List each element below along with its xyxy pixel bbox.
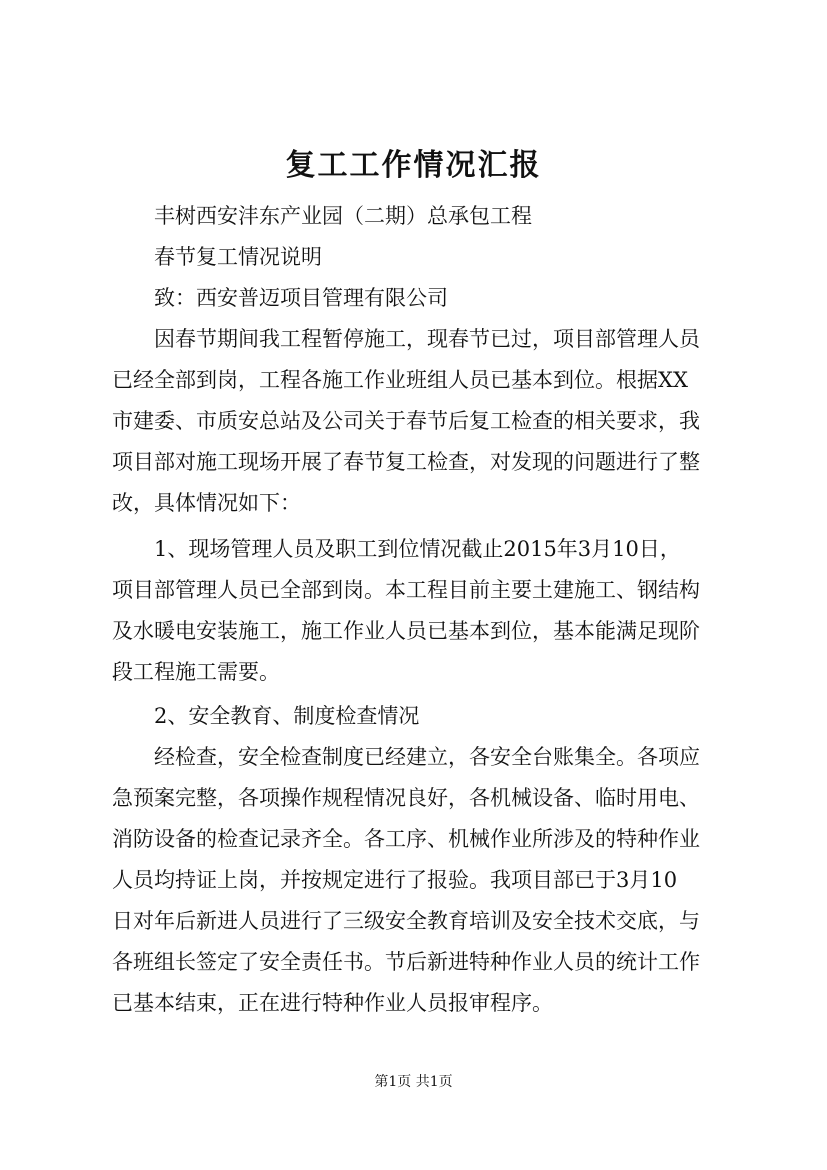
paragraph-line: 已经全部到岗，工程各施工作业班组人员已基本到位。根据XX	[112, 368, 688, 392]
paragraph-line: 项目部对施工现场开展了春节复工检查，对发现的问题进行了整	[112, 450, 700, 474]
project-name-line: 丰树西安沣东产业园（二期）总承包工程	[154, 204, 532, 228]
paragraph-line: 市建委、市质安总站及公司关于春节后复工检查的相关要求，我	[112, 409, 700, 433]
paragraph-line: 日对年后新进人员进行了三级安全教育培训及安全技术交底，与	[112, 909, 700, 933]
recipient-line: 致：西安普迈项目管理有限公司	[154, 286, 448, 310]
paragraph-line: 各班组长签定了安全责任书。节后新进特种作业人员的统计工作	[112, 950, 700, 974]
paragraph-line: 1、现场管理人员及职工到位情况截止2015年3月10日，	[154, 537, 681, 561]
document-title: 复工工作情况汇报	[285, 148, 542, 183]
subject-line: 春节复工情况说明	[154, 245, 322, 269]
paragraph-line: 急预案完整，各项操作规程情况良好，各机械设备、临时用电、	[112, 786, 700, 810]
paragraph-line: 及水暖电安装施工，施工作业人员已基本到位，基本能满足现阶	[112, 619, 700, 643]
paragraph-line: 段工程施工需要。	[112, 660, 280, 684]
paragraph-line: 人员均持证上岗，并按规定进行了报验。我项目部已于3月10	[112, 868, 678, 892]
paragraph-line: 消防设备的检查记录齐全。各工序、机械作业所涉及的特种作业	[112, 827, 700, 851]
page-number-footer: 第1页 共1页	[374, 1074, 453, 1090]
section-heading: 2、安全教育、制度检查情况	[154, 704, 420, 728]
paragraph-line: 因春节期间我工程暂停施工，现春节已过，项目部管理人员	[154, 327, 700, 351]
paragraph-line: 改，具体情况如下：	[112, 491, 301, 515]
paragraph-line: 经检查，安全检查制度已经建立，各安全台账集全。各项应	[154, 745, 700, 769]
paragraph-line: 已基本结束，正在进行特种作业人员报审程序。	[112, 991, 553, 1015]
paragraph-line: 项目部管理人员已全部到岗。本工程目前主要土建施工、钢结构	[112, 578, 700, 602]
